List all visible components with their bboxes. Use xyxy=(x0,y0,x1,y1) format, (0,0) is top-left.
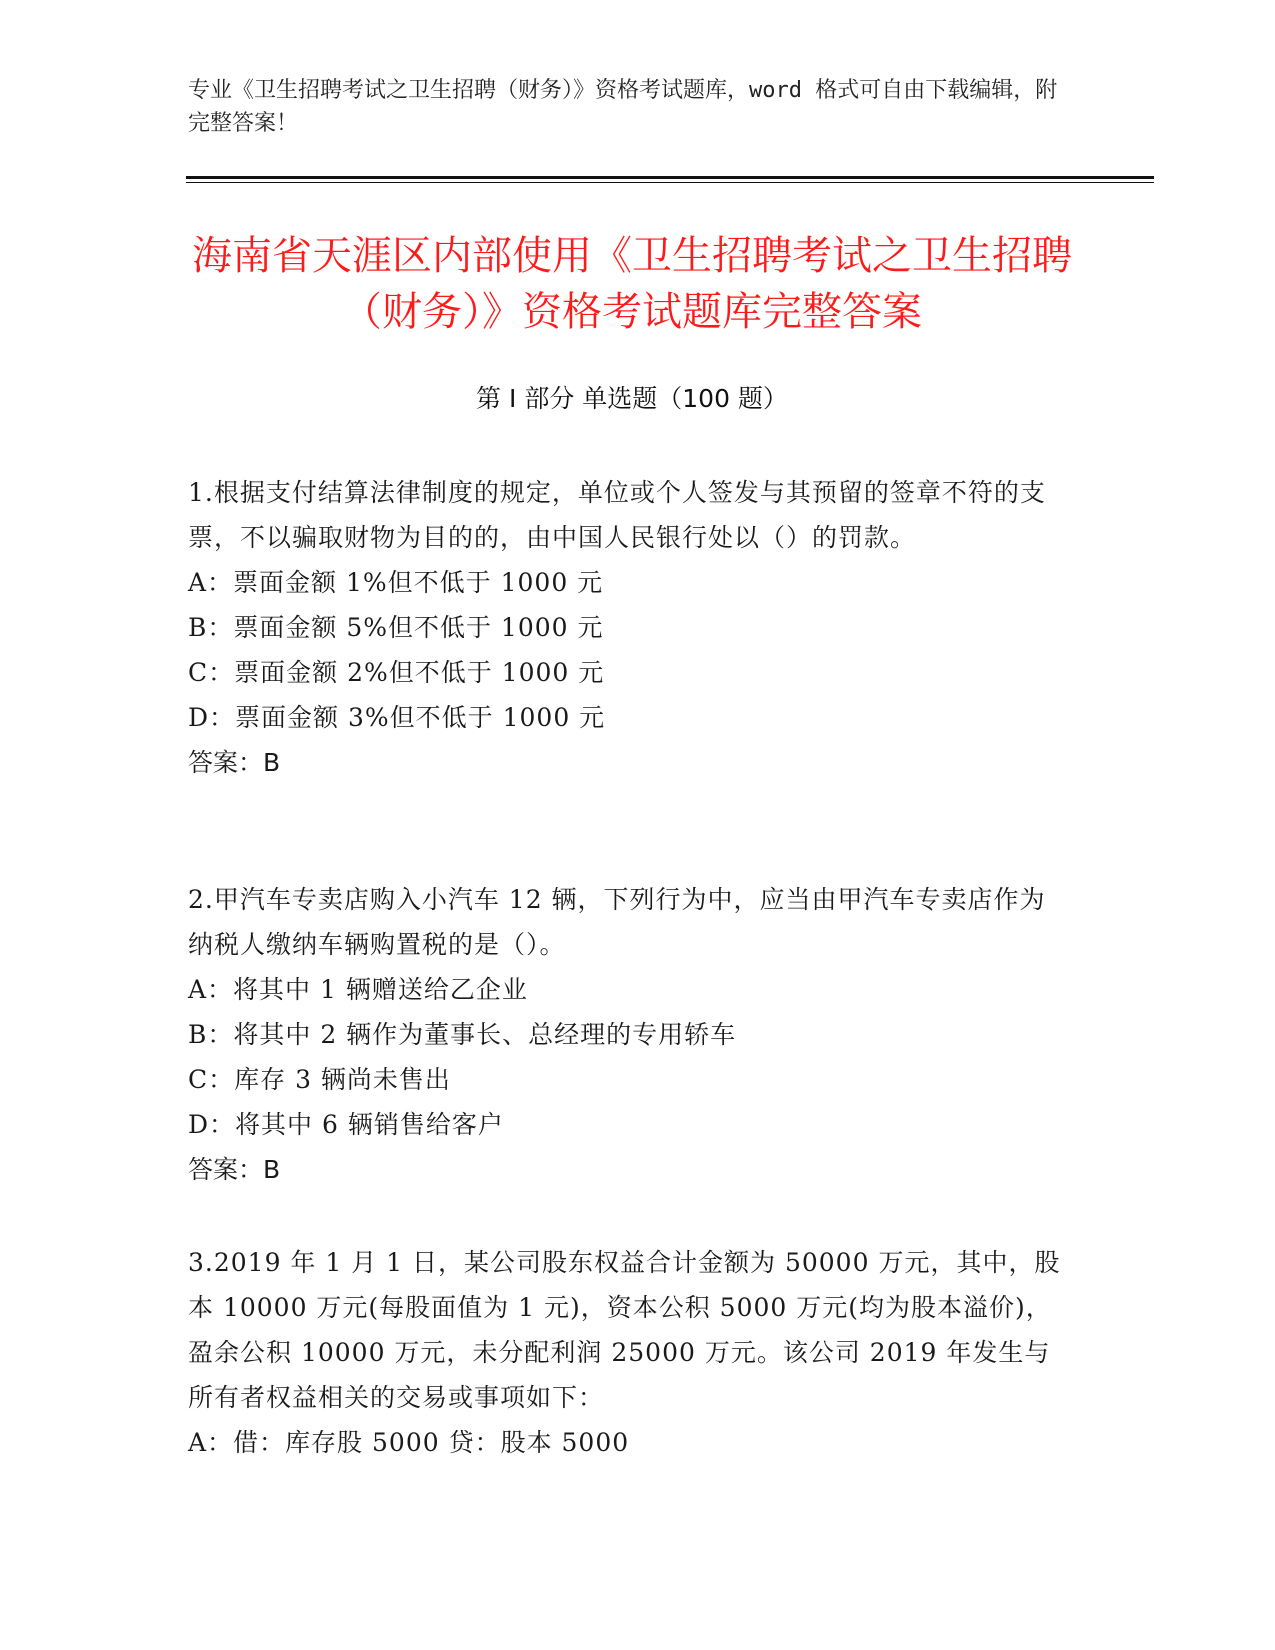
page-title: 海南省天涯区内部使用《卫生招聘考试之卫生招聘（财务）》资格考试题库完整答案 xyxy=(192,233,1072,335)
question-1 xyxy=(188,470,1068,785)
section-heading: 第 I 部分 单选题（100 题） xyxy=(476,384,788,413)
question-3 xyxy=(188,1240,1068,1465)
option-b: B：票面金额 5%但不低于 1000 元 xyxy=(188,613,604,642)
option-d: D：票面金额 3%但不低于 1000 元 xyxy=(188,703,606,732)
option-a: A：票面金额 1%但不低于 1000 元 xyxy=(188,568,604,597)
question-stem: 2.甲汽车专卖店购入小汽车 12 辆，下列行为中，应当由甲汽车专卖店作为纳税人缴纳车辆购置税的是（）。 xyxy=(188,885,1046,959)
option-a: A：将其中 1 辆赠送给乙企业 xyxy=(188,975,528,1004)
option-c: C：票面金额 2%但不低于 1000 元 xyxy=(188,658,605,687)
question-stem: 3.2019 年 1 月 1 日，某公司股东权益合计金额为 50000 万元，其中，股本 10000 万元(每股面值为 1 元)，资本公积 5000 万元(均为股本溢价)，盈余公积 10000 万元，未分配利润 25000 万元。该公司 2019 年发生与所有者权益相关的交易或事项如下： xyxy=(188,1248,1061,1412)
option-c: C：库存 3 辆尚未售出 xyxy=(188,1065,451,1094)
question-stem: 1.根据支付结算法律制度的规定，单位或个人签发与其预留的签章不符的支票，不以骗取财物为目的的，由中国人民银行处以（）的罚款。 xyxy=(188,478,1046,552)
answer: 答案：B xyxy=(188,748,281,777)
option-d: D：将其中 6 辆销售给客户 xyxy=(188,1110,504,1139)
option-a: A：借：库存股 5000 贷：股本 5000 xyxy=(188,1428,630,1457)
header-rule-thick xyxy=(186,176,1154,179)
option-b: B：将其中 2 辆作为董事长、总经理的专用轿车 xyxy=(188,1020,737,1049)
answer: 答案：B xyxy=(188,1155,281,1184)
header-note: 专业《卫生招聘考试之卫生招聘（财务）》资格考试题库，word 格式可自由下载编辑，附完整答案！ xyxy=(188,78,1058,136)
header-rule-thin xyxy=(186,182,1154,183)
question-2 xyxy=(188,877,1068,1192)
